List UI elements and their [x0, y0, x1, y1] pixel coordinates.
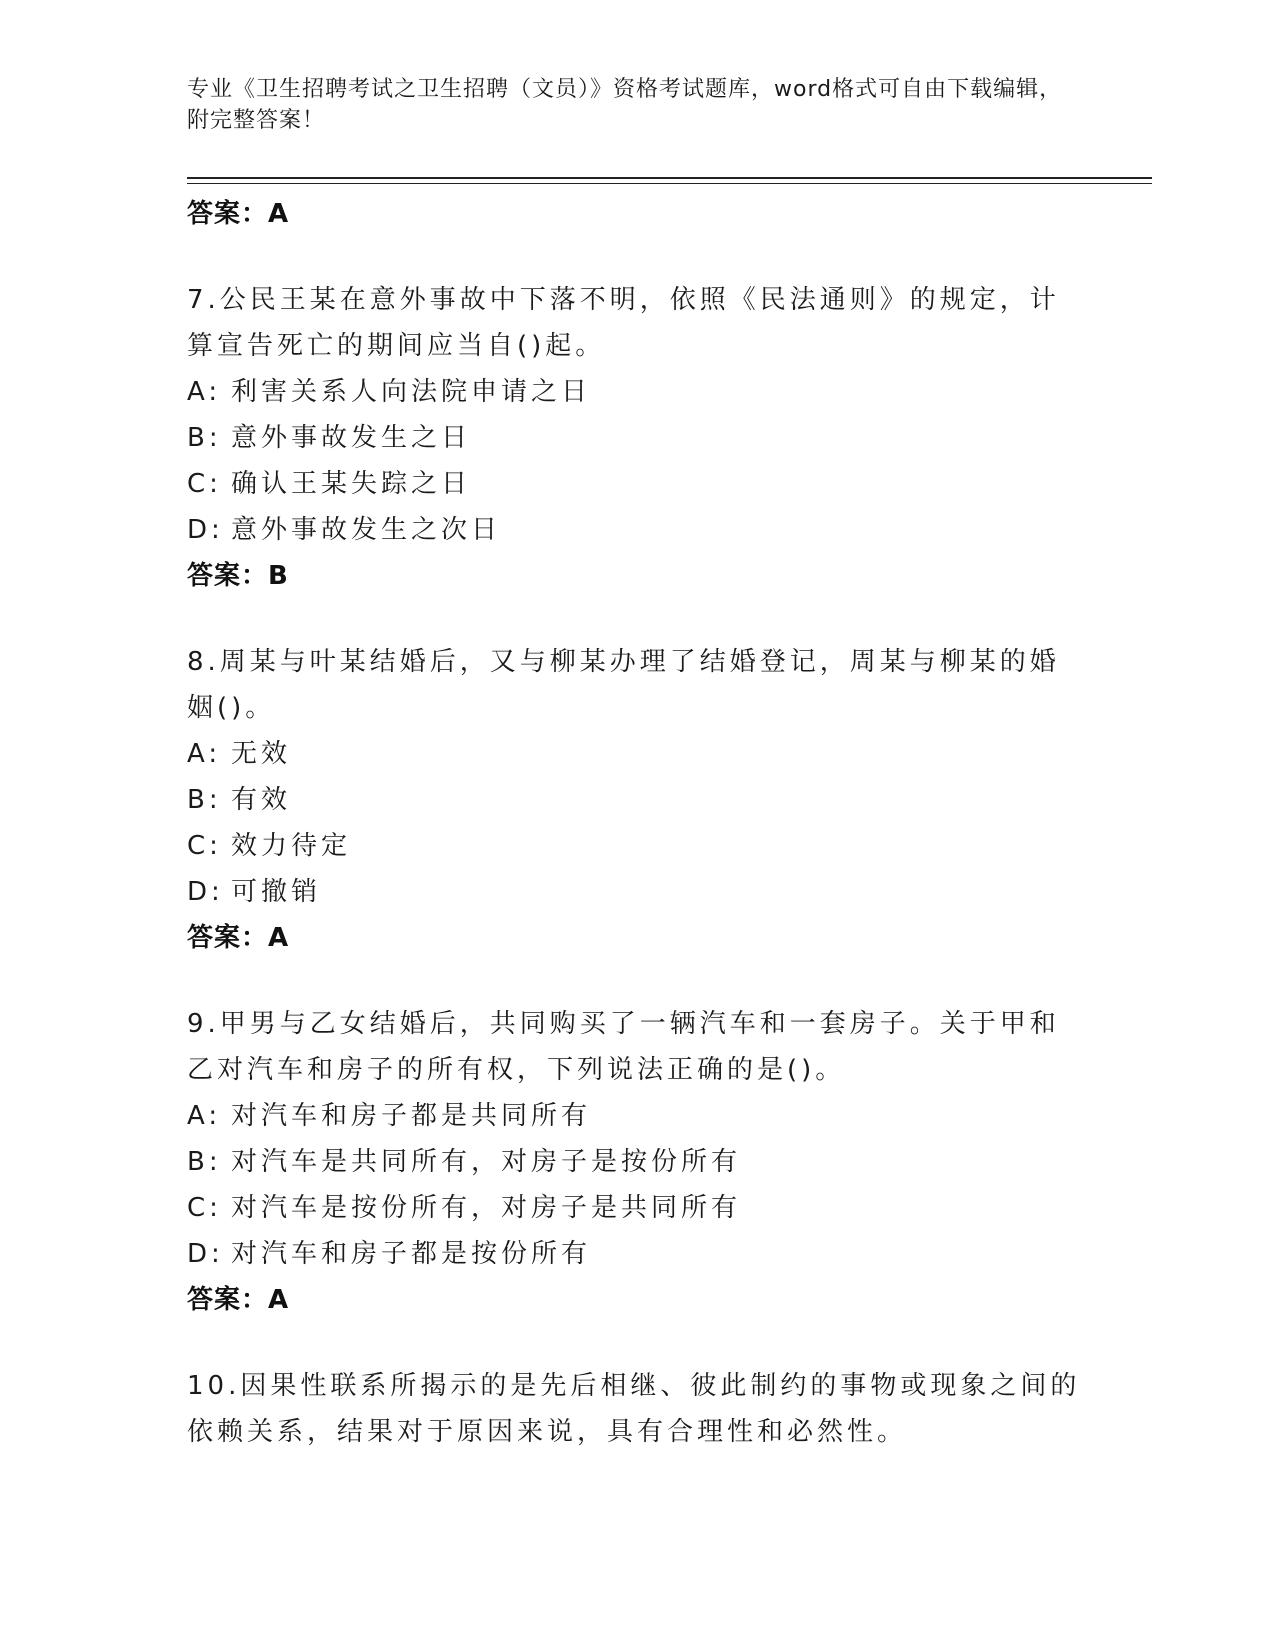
document-header: 专业《卫生招聘考试之卫生招聘（文员）》资格考试题库，word格式可自由下载编辑，附完整答案！	[187, 77, 1063, 133]
question-stem: 10.因果性联系所揭示的是先后相继、彼此制约的事物或现象之间的依赖关系，结果对于原因来说，具有合理性和必然性。	[187, 1371, 1081, 1447]
answer-line: 答案：A	[187, 923, 290, 953]
option-text: 效力待定	[231, 831, 352, 861]
option-d	[187, 869, 1087, 915]
question-block	[187, 1363, 1087, 1455]
option-key: A:	[187, 739, 222, 769]
option-text: 无效	[231, 739, 292, 769]
option-b	[187, 415, 1087, 461]
option-c	[187, 1185, 1087, 1231]
option-key: B:	[187, 423, 222, 453]
option-text: 对汽车是共同所有，对房子是按份所有	[231, 1147, 742, 1177]
answer-line: 答案：B	[187, 561, 289, 591]
option-text: 对汽车和房子都是按份所有	[231, 1239, 592, 1269]
option-b	[187, 777, 1087, 823]
question-stem: 9.甲男与乙女结婚后，共同购买了一辆汽车和一套房子。关于甲和乙对汽车和房子的所有权，下列说法正确的是()。	[187, 1009, 1060, 1085]
option-text: 对汽车是按份所有，对房子是共同所有	[231, 1193, 742, 1223]
option-key: D:	[187, 1239, 224, 1269]
option-key: C:	[187, 469, 222, 499]
option-key: B:	[187, 1147, 222, 1177]
option-a	[187, 369, 1087, 415]
option-text: 利害关系人向法院申请之日	[231, 377, 592, 407]
option-key: A:	[187, 1101, 222, 1131]
question-content	[187, 191, 1087, 1455]
option-d	[187, 1231, 1087, 1277]
option-d	[187, 507, 1087, 553]
option-text: 确认王某失踪之日	[231, 469, 472, 499]
option-key: C:	[187, 831, 222, 861]
question-stem: 8.周某与叶某结婚后，又与柳某办理了结婚登记，周某与柳某的婚姻()。	[187, 647, 1060, 723]
question-block	[187, 1001, 1087, 1323]
option-key: D:	[187, 515, 224, 545]
question-block	[187, 639, 1087, 961]
option-text: 可撤销	[231, 877, 322, 907]
option-text: 对汽车和房子都是共同所有	[231, 1101, 592, 1131]
option-c	[187, 823, 1087, 869]
header-divider-thick	[187, 177, 1152, 179]
question-stem: 7.公民王某在意外事故中下落不明，依照《民法通则》的规定，计算宣告死亡的期间应当自()起。	[187, 285, 1060, 361]
option-key: A:	[187, 377, 222, 407]
option-key: B:	[187, 785, 222, 815]
option-key: D:	[187, 877, 224, 907]
option-text: 意外事故发生之次日	[231, 515, 502, 545]
answer-line: 答案：A	[187, 199, 290, 229]
option-a	[187, 1093, 1087, 1139]
option-text: 意外事故发生之日	[231, 423, 472, 453]
option-c	[187, 461, 1087, 507]
question-block	[187, 277, 1087, 599]
answer-line: 答案：A	[187, 1285, 290, 1315]
option-text: 有效	[231, 785, 292, 815]
option-a	[187, 731, 1087, 777]
header-divider-thin	[187, 183, 1152, 184]
option-key: C:	[187, 1193, 222, 1223]
option-b	[187, 1139, 1087, 1185]
